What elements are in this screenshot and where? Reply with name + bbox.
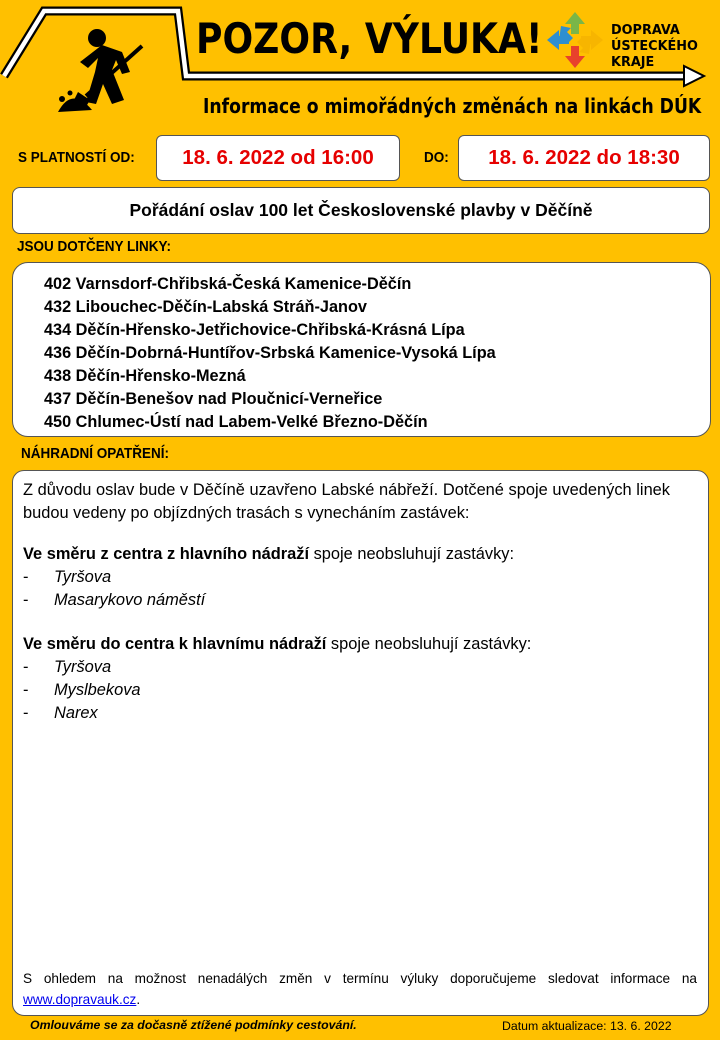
stop-name: Narex [54,704,98,722]
dash: - [23,681,29,699]
dash: - [23,704,29,722]
page-headline: POZOR, VÝLUKA! [196,14,543,63]
list-item: 437 Děčín-Benešov nad Ploučnicí-Verneřice [44,389,383,408]
logo-line: ÚSTECKÉHO [611,38,698,54]
stop-name: Tyršova [54,658,112,676]
note-end: . [136,992,141,1007]
replacement-intro: Z důvodu oslav bude v Děčíně uzavřeno Labské nábřeží. Dotčené spoje uvedených linek budou vedeny po objízdných trasách s vynecháním zastávek: [23,481,670,522]
page-subheadline: Informace o mimořádných změnách na linkách DÚK [203,94,702,118]
stop-name: Myslbekova [54,681,141,699]
footer-updated: Datum aktualizace: 13. 6. 2022 [502,1019,672,1033]
list-item: 434 Děčín-Hřensko-Jetřichovice-Chřibská-Krásná Lípa [44,320,465,339]
stop-item [23,704,98,723]
stop-name: Masarykovo náměstí [54,591,206,609]
affected-lines-list [12,262,711,437]
footer-apology: Omlouváme se za dočasně ztížené podmínky cestování. [30,1018,357,1032]
validity-to-value: 18. 6. 2022 do 18:30 [458,135,710,181]
logo-text [611,22,698,70]
dash: - [23,591,29,609]
list-item: 432 Libouchec-Děčín-Labská Stráň-Janov [44,297,367,316]
validity-from-label: S PLATNOSTÍ OD: [18,149,135,166]
dopravauk-logo-icon [547,12,603,68]
logo-line: DOPRAVA [611,22,680,38]
dash: - [23,658,29,676]
direction-heading-rest: spoje neobsluhují zastávky: [309,545,515,563]
stop-item [23,658,111,677]
stop-name: Tyršova [54,568,112,586]
topic-title: Pořádání oslav 100 let Československé plavby v Děčíně [12,187,710,234]
validity-from-value: 18. 6. 2022 od 16:00 [156,135,400,181]
note-text: S ohledem na možnost nenadálých změn v termínu výluky doporučujeme sledovat informace na [23,971,697,986]
stop-item [23,591,205,610]
affected-lines-label: JSOU DOTČENY LINKY: [17,238,172,255]
stop-item [23,568,111,587]
roadworker-icon [58,29,142,112]
stop-item [23,681,141,700]
direction-heading-rest: spoje neobsluhují zastávky: [326,635,532,653]
validity-to-label: DO: [424,149,449,166]
direction-heading [23,545,514,564]
dash: - [23,568,29,586]
list-item: 402 Varnsdorf-Chřibská-Česká Kamenice-Děčín [44,274,412,293]
disclaimer-note [23,968,697,1010]
replacement-label: NÁHRADNÍ OPATŘENÍ: [21,445,169,462]
list-item: 436 Děčín-Dobrná-Huntířov-Srbská Kamenice-Vysoká Lípa [44,343,496,362]
direction-heading [23,635,531,654]
website-link[interactable]: www.dopravauk.cz [23,992,137,1007]
direction-heading-bold: Ve směru z centra z hlavního nádraží [23,545,310,563]
list-item: 438 Děčín-Hřensko-Mezná [44,366,246,385]
logo-line: KRAJE [611,54,655,70]
list-item: 450 Chlumec-Ústí nad Labem-Velké Březno-Děčín [44,412,428,431]
direction-heading-bold: Ve směru do centra k hlavnímu nádraží [23,635,327,653]
